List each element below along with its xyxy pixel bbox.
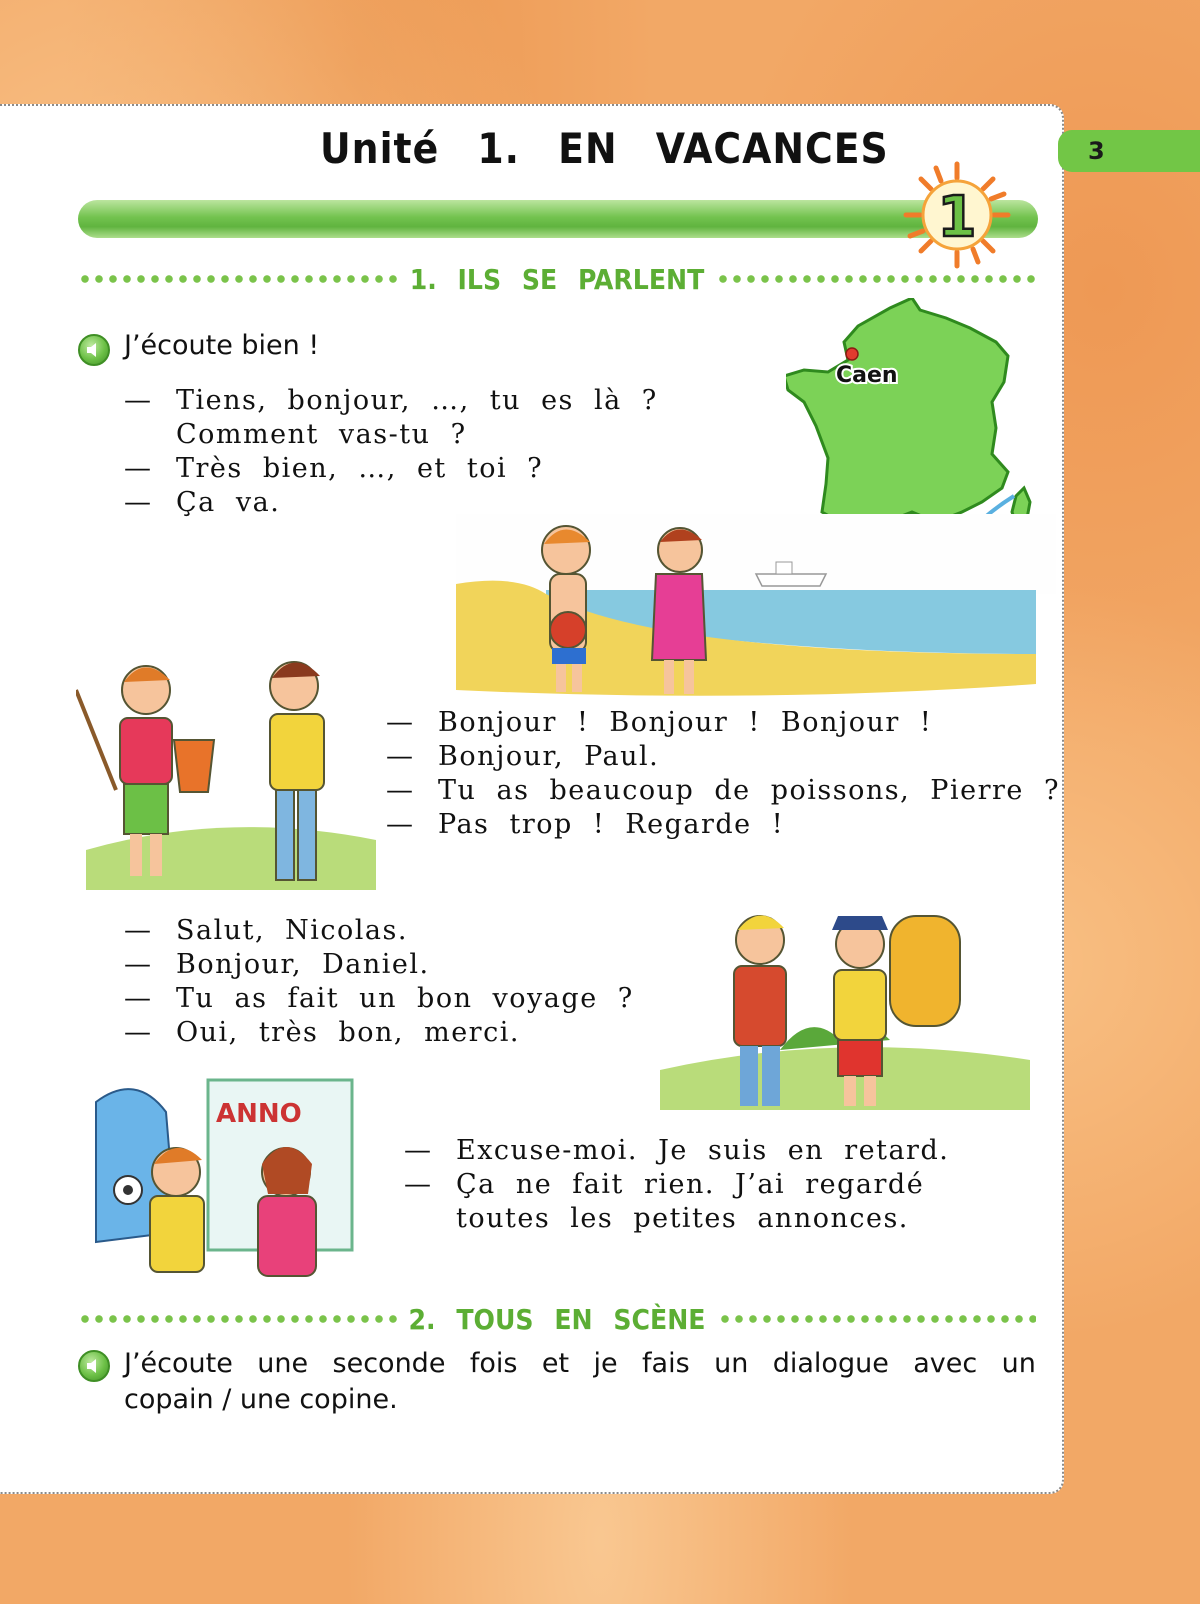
section-title-1: 1. ILS SE PARLENT	[409, 262, 705, 296]
section-heading-1	[78, 262, 1036, 296]
instruction-line-1: J’écoute une seconde fois et je fais un dialogue avec un	[124, 1348, 1036, 1379]
dialog-line: — Pas trop ! Regarde !	[386, 809, 785, 840]
travellers-illustration	[660, 900, 1030, 1110]
dotted-rule	[716, 274, 1036, 284]
dialog-3	[124, 914, 634, 1050]
dialog-1	[124, 384, 658, 520]
dialog-line: — Tu as beaucoup de poissons, Pierre ?	[386, 775, 1060, 806]
dotted-rule	[78, 274, 398, 284]
unit-badge-sun	[902, 160, 1012, 270]
green-brush-band	[78, 200, 1038, 238]
fishing-boys-illustration	[76, 640, 376, 890]
page-number: 3	[1058, 130, 1200, 172]
dialog-line: — Ça ne fait rien. J’ai regardé toutes les petites annonces.	[404, 1169, 925, 1234]
poster-text: ANNO	[216, 1099, 302, 1129]
dialog-line: — Bonjour, Paul.	[386, 741, 660, 772]
dialog-line: — Bonjour ! Bonjour ! Bonjour !	[386, 707, 933, 738]
unit-badge-number: 1	[937, 185, 977, 250]
instruction-line-2: copain / une copine.	[124, 1384, 398, 1415]
dialog-line: — Tiens, bonjour, …, tu es là ? Comment vas-tu ?	[124, 385, 658, 450]
dialog-line: — Bonjour, Daniel.	[124, 949, 430, 980]
map-label-caen: Caen	[836, 363, 898, 388]
dialog-line: — Excuse-moi. Je suis en retard.	[404, 1135, 950, 1166]
unit-title: Unité 1. EN VACANCES	[320, 124, 889, 173]
dialog-2	[386, 706, 1060, 842]
dialog-line: — Ça va.	[124, 487, 281, 518]
dotted-rule	[78, 1314, 397, 1324]
dialog-line: — Tu as fait un bon voyage ?	[124, 983, 634, 1014]
poster-illustration	[76, 1072, 376, 1282]
dialog-line: — Très bien, …, et toi ?	[124, 453, 544, 484]
beach-illustration	[456, 514, 1056, 704]
section-heading-2	[78, 1302, 1036, 1336]
dialog-line: — Salut, Nicolas.	[124, 915, 408, 946]
section-title-2: 2. TOUS EN SCÈNE	[408, 1302, 706, 1336]
france-map	[786, 298, 1042, 548]
instruction-dialog	[124, 1346, 1036, 1418]
instruction-listen: J’écoute bien !	[124, 330, 320, 361]
dotted-rule	[718, 1314, 1037, 1324]
audio-speaker-icon[interactable]	[78, 334, 110, 366]
dialog-line: — Oui, très bon, merci.	[124, 1017, 520, 1048]
audio-speaker-icon[interactable]	[78, 1350, 110, 1382]
dialog-4	[404, 1134, 949, 1236]
